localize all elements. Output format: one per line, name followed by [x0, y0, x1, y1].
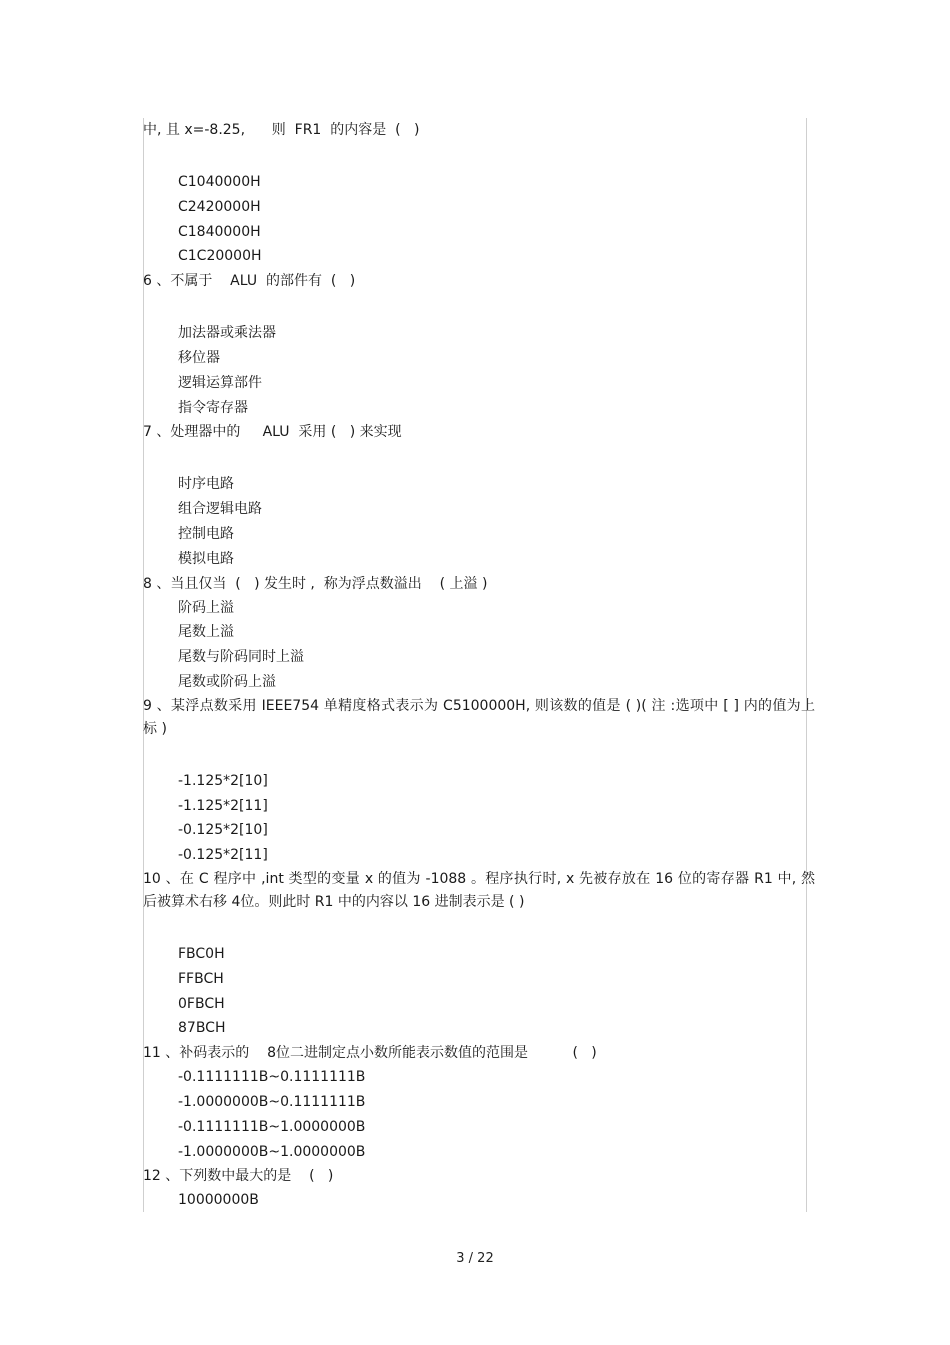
- question-10-stem: 10 、在 C 程序中 ,int 类型的变量 x 的值为 -1088 。程序执行时, x 先被存放在 16 位的寄存器 R1 中, 然后被算术右移 4位。则此时 R1 中的内容以 16 进制表示是 ( ): [143, 870, 815, 910]
- spacer: [143, 741, 815, 769]
- question-11-options: [143, 1065, 815, 1164]
- option-item: -0.1111111B~1.0000000B: [178, 1118, 366, 1135]
- option-item: FBC0H: [178, 945, 225, 962]
- option-item: 尾数或阶码上溢: [178, 673, 276, 690]
- option-item: -1.0000000B~0.1111111B: [178, 1093, 366, 1110]
- option-item: -0.1111111B~0.1111111B: [178, 1069, 366, 1086]
- question-content: [143, 118, 815, 1213]
- question-12-stem: 12 、下列数中最大的是 ( ): [143, 1168, 334, 1185]
- option-item: 尾数上溢: [178, 624, 234, 641]
- question-9-stem: 9 、某浮点数采用 IEEE754 单精度格式表示为 C5100000H, 则该数的值是 ( )( 注 :选项中 [ ] 内的值为上标 ): [143, 697, 815, 737]
- question-8-stem: 8 、当且仅当 ( ) 发生时 , 称为浮点数溢出 ( 上溢 ): [143, 575, 488, 592]
- option-item: C1840000H: [178, 223, 261, 240]
- option-item: 阶码上溢: [178, 599, 234, 616]
- option-item: 加法器或乘法器: [178, 325, 276, 342]
- question-5-options: [143, 170, 815, 269]
- option-item: 时序电路: [178, 476, 234, 493]
- question-9-options: [143, 769, 815, 868]
- spacer: [143, 142, 815, 170]
- spacer: [143, 293, 815, 321]
- option-item: -0.125*2[11]: [178, 847, 268, 864]
- option-item: 尾数与阶码同时上溢: [178, 649, 304, 666]
- option-item: 87BCH: [178, 1020, 226, 1037]
- option-item: -1.125*2[10]: [178, 772, 268, 789]
- question-8-options: [143, 596, 815, 695]
- question-6-stem: 6 、不属于 ALU 的部件有 ( ): [143, 273, 356, 290]
- spacer: [143, 444, 815, 472]
- question-7-stem: 7 、处理器中的 ALU 采用 ( ) 来实现: [143, 424, 402, 441]
- option-item: -1.0000000B~1.0000000B: [178, 1143, 366, 1160]
- option-item: 组合逻辑电路: [178, 501, 262, 518]
- option-item: 移位器: [178, 349, 220, 366]
- question-10-options: [143, 942, 815, 1041]
- option-item: 0FBCH: [178, 995, 225, 1012]
- option-item: 逻辑运算部件: [178, 374, 262, 391]
- option-item: -0.125*2[10]: [178, 822, 268, 839]
- question-12-options: [143, 1188, 815, 1213]
- page-number: 3 / 22: [456, 1251, 494, 1266]
- spacer: [143, 914, 815, 942]
- option-item: 指令寄存器: [178, 399, 248, 416]
- option-item: C1C20000H: [178, 248, 262, 265]
- question-5-stem: 中, 且 x=-8.25, 则 FR1 的内容是 ( ): [143, 122, 420, 138]
- option-item: -1.125*2[11]: [178, 797, 268, 814]
- question-7-options: [143, 472, 815, 571]
- option-item: C2420000H: [178, 198, 261, 215]
- option-item: C1040000H: [178, 174, 261, 190]
- option-item: FFBCH: [178, 970, 224, 987]
- question-6-options: [143, 321, 815, 420]
- question-11-stem: 11 、补码表示的 8位二进制定点小数所能表示数值的范围是 ( ): [143, 1045, 597, 1062]
- option-item: 10000000B: [178, 1192, 259, 1209]
- option-item: 模拟电路: [178, 550, 234, 567]
- option-item: 控制电路: [178, 525, 234, 542]
